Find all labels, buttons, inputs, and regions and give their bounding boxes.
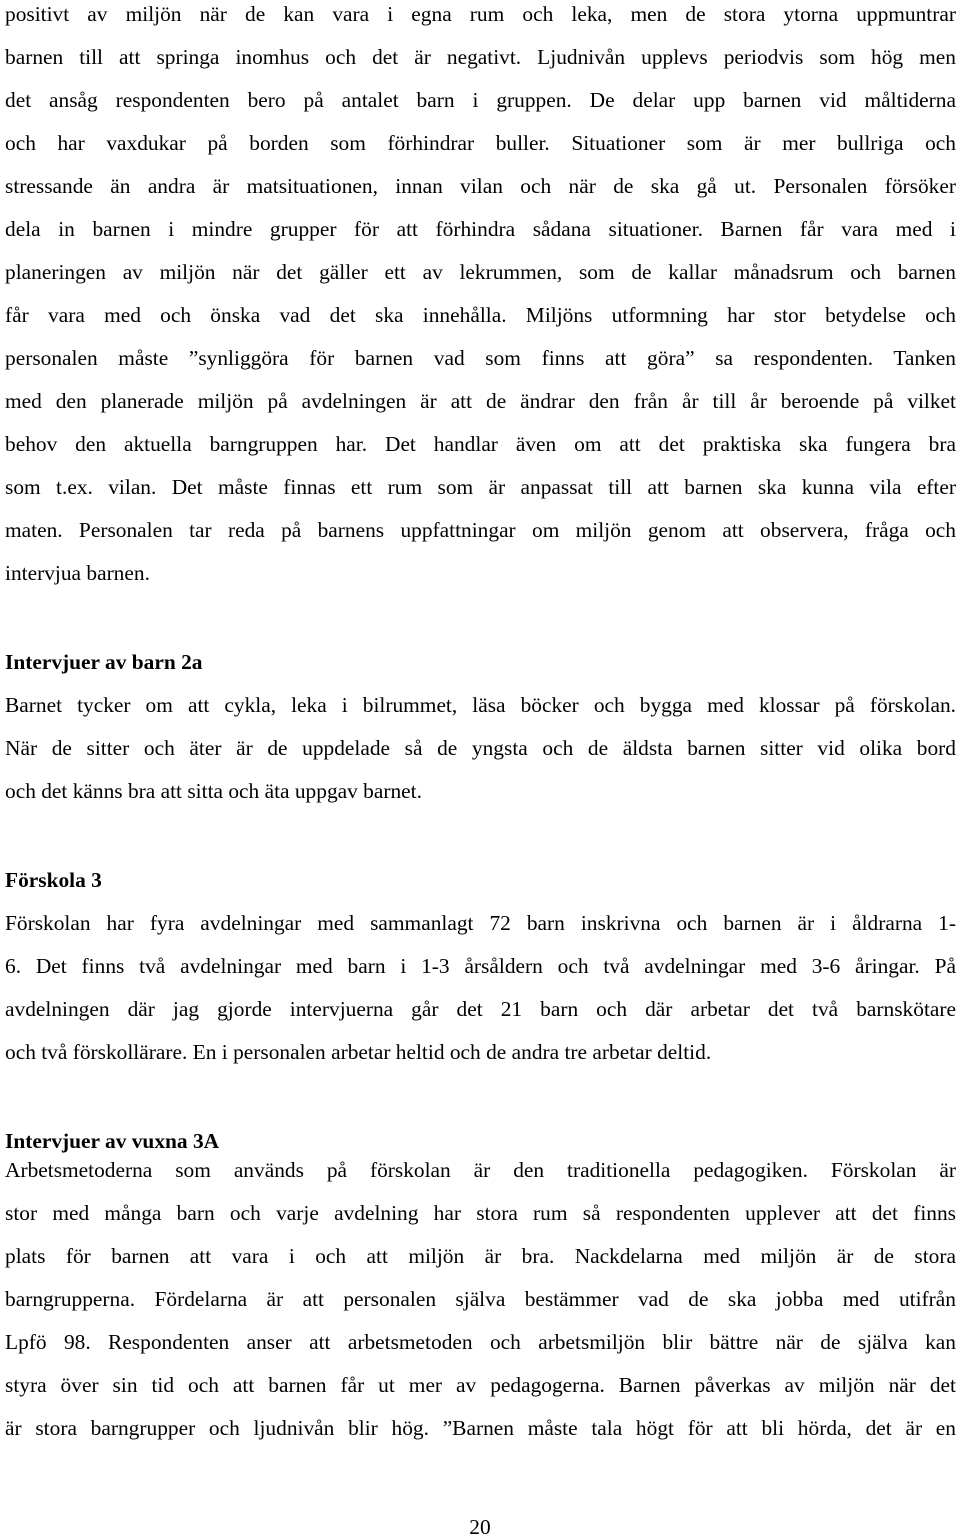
paragraph-line: och två förskollärare. En i personalen arbetar heltid och de andra tre arbetar deltid. bbox=[5, 1040, 712, 1064]
paragraph-line: med den planerade miljön på avdelningen är att de ändrar den från år till år beroende på vilket bbox=[5, 389, 956, 413]
paragraph-line: stressande än andra är matsituationen, innan vilan och när de ska gå ut. Personalen försöker bbox=[5, 174, 956, 198]
paragraph-line: och det känns bra att sitta och äta uppgav barnet. bbox=[5, 779, 422, 803]
paragraph-line: barnen till att springa inomhus och det är negativt. Ljudnivån upplevs periodvis som hög men bbox=[5, 45, 956, 69]
paragraph-line: personalen måste ”synliggöra för barnen vad som finns att göra” sa respondenten. Tanken bbox=[5, 346, 956, 370]
paragraph-line: Arbetsmetoderna som används på förskolan är den traditionella pedagogiken. Förskolan är bbox=[5, 1158, 956, 1182]
paragraph-line: När de sitter och äter är de uppdelade så de yngsta och de äldsta barnen sitter vid olika bord bbox=[5, 736, 956, 760]
paragraph-line: maten. Personalen tar reda på barnens uppfattningar om miljön genom att observera, fråga och bbox=[5, 518, 956, 542]
paragraph-line: är stora barngrupper och ljudnivån blir hög. ”Barnen måste tala högt för att bli hörda, det är en bbox=[5, 1416, 956, 1440]
paragraph-line: 6. Det finns två avdelningar med barn i 1-3 årsåldern och två avdelningar med 3-6 åringar. På bbox=[5, 954, 956, 978]
paragraph-line: positivt av miljön när de kan vara i egna rum och leka, men de stora ytorna uppmuntrar bbox=[5, 2, 956, 26]
paragraph-line: och har vaxdukar på borden som förhindrar buller. Situationer som är mer bullriga och bbox=[5, 131, 956, 155]
paragraph-line: får vara med och önska vad det ska innehålla. Miljöns utformning har stor betydelse och bbox=[5, 303, 956, 327]
section-heading: Intervjuer av vuxna 3A bbox=[5, 1129, 220, 1153]
paragraph-line: barngrupperna. Fördelarna är att personalen själva bestämmer vad de ska jobba med utifrån bbox=[5, 1287, 956, 1311]
paragraph-line: planeringen av miljön när det gäller ett av lekrummen, som de kallar månadsrum och barnen bbox=[5, 260, 956, 284]
paragraph-line: avdelningen där jag gjorde intervjuerna går det 21 barn och där arbetar det två barnskötare bbox=[5, 997, 956, 1021]
page-number: 20 bbox=[469, 1515, 491, 1539]
paragraph-line: stor med många barn och varje avdelning har stora rum så respondenten upplever att det finns bbox=[5, 1201, 956, 1225]
paragraph-line: som t.ex. vilan. Det måste finnas ett rum som är anpassat till att barnen ska kunna vila efter bbox=[5, 475, 956, 499]
paragraph-line: behov den aktuella barngruppen har. Det handlar även om att det praktiska ska fungera bra bbox=[5, 432, 956, 456]
paragraph-line: dela in barnen i mindre grupper för att förhindra sådana situationer. Barnen får vara med i bbox=[5, 217, 956, 241]
paragraph-line: intervjua barnen. bbox=[5, 561, 150, 585]
paragraph-line: det ansåg respondenten bero på antalet barn i gruppen. De delar upp barnen vid måltiderna bbox=[5, 88, 956, 112]
paragraph-line: styra över sin tid och att barnen får ut mer av pedagogerna. Barnen påverkas av miljön när det bbox=[5, 1373, 956, 1397]
section-heading: Intervjuer av barn 2a bbox=[5, 650, 203, 674]
paragraph-line: plats för barnen att vara i och att miljön är bra. Nackdelarna med miljön är de stora bbox=[5, 1244, 956, 1268]
paragraph-line: Barnet tycker om att cykla, leka i bilrummet, läsa böcker och bygga med klossar på förskolan. bbox=[5, 693, 956, 717]
paragraph-line: Förskolan har fyra avdelningar med sammanlagt 72 barn inskrivna och barnen är i åldrarna 1- bbox=[5, 911, 956, 935]
paragraph-line: Lpfö 98. Respondenten anser att arbetsmetoden och arbetsmiljön blir bättre när de själva kan bbox=[5, 1330, 956, 1354]
section-heading: Förskola 3 bbox=[5, 868, 102, 892]
